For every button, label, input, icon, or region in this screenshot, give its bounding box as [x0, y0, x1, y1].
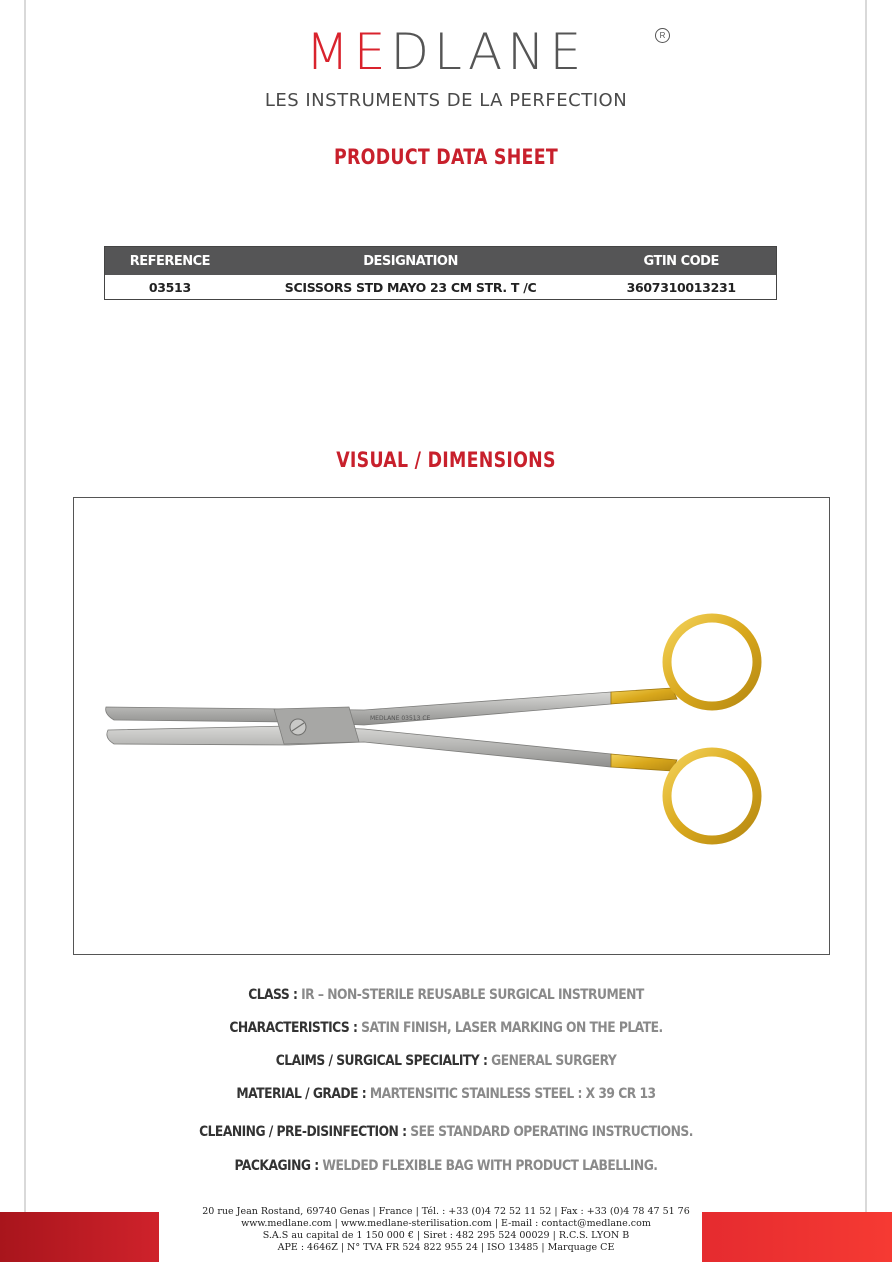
product-data-sheet-title: PRODUCT DATA SHEET: [334, 145, 558, 169]
spec-key: CLAIMS / SURGICAL SPECIALITY :: [275, 1053, 488, 1069]
surgical-scissors-image: [74, 498, 829, 954]
header-designation: DESIGNATION: [235, 247, 587, 276]
spec-class: [54, 986, 839, 1004]
registered-mark-icon: R: [655, 28, 670, 43]
table-row: [105, 275, 777, 300]
spec-packaging: [54, 1157, 839, 1175]
spec-claims: [54, 1052, 839, 1070]
product-image-frame: [73, 497, 830, 955]
spec-key: CHARACTERISTICS :: [229, 1020, 358, 1036]
footer-registration: APE : 4646Z | N° TVA FR 524 822 955 24 | ISO 13485 | Marquage CE: [277, 1242, 615, 1253]
spec-key: PACKAGING :: [234, 1158, 319, 1174]
product-reference-table: [104, 246, 777, 300]
header-reference: REFERENCE: [105, 247, 235, 276]
spec-cleaning: [54, 1123, 839, 1141]
spec-value: MARTENSITIC STAINLESS STEEL : X 39 CR 13: [366, 1086, 656, 1102]
logo-text: MEDLANE: [305, 23, 587, 81]
spec-value: IR – NON-STERILE REUSABLE SURGICAL INSTRUMENT: [297, 987, 644, 1003]
spec-material: [54, 1085, 839, 1103]
spec-key: MATERIAL / GRADE :: [236, 1086, 367, 1102]
cell-gtin-code: 3607310013231: [626, 279, 736, 295]
spec-characteristics: [54, 1019, 839, 1037]
spec-value: SEE STANDARD OPERATING INSTRUCTIONS.: [406, 1124, 693, 1140]
cell-designation: SCISSORS STD MAYO 23 CM STR. T /C: [284, 279, 537, 295]
footer-address: 20 rue Jean Rostand, 69740 Genas | France | Tél. : +33 (0)4 72 52 11 52 | Fax : +33 (0)4 78 47 51 76: [202, 1206, 690, 1217]
spec-value: GENERAL SURGERY: [487, 1053, 617, 1069]
spec-key: CLASS :: [248, 987, 298, 1003]
spec-value: WELDED FLEXIBLE BAG WITH PRODUCT LABELLING.: [318, 1158, 658, 1174]
page-border-left: [24, 0, 26, 1212]
cell-reference: 03513: [148, 279, 191, 295]
spec-key: CLEANING / PRE-DISINFECTION :: [199, 1124, 407, 1140]
brand-tagline: LES INSTRUMENTS DE LA PERFECTION: [264, 90, 628, 111]
footer-legal: S.A.S au capital de 1 150 000 € | Siret : 482 295 524 00029 | R.C.S. LYON B: [262, 1230, 630, 1241]
visual-dimensions-title: VISUAL / DIMENSIONS: [336, 448, 556, 472]
table-header-row: [105, 247, 777, 276]
footer-web-links: www.medlane.com | www.medlane-sterilisation.com | E-mail : contact@medlane.com: [241, 1218, 651, 1229]
company-footer: [0, 1206, 892, 1254]
laser-marking: MEDLANE 03513 CE: [370, 715, 431, 722]
logo-wordmark: [0, 22, 892, 82]
spec-value: SATIN FINISH, LASER MARKING ON THE PLATE.: [357, 1020, 663, 1036]
page-border-right: [865, 0, 867, 1212]
header-gtin-code: GTIN CODE: [586, 247, 776, 276]
